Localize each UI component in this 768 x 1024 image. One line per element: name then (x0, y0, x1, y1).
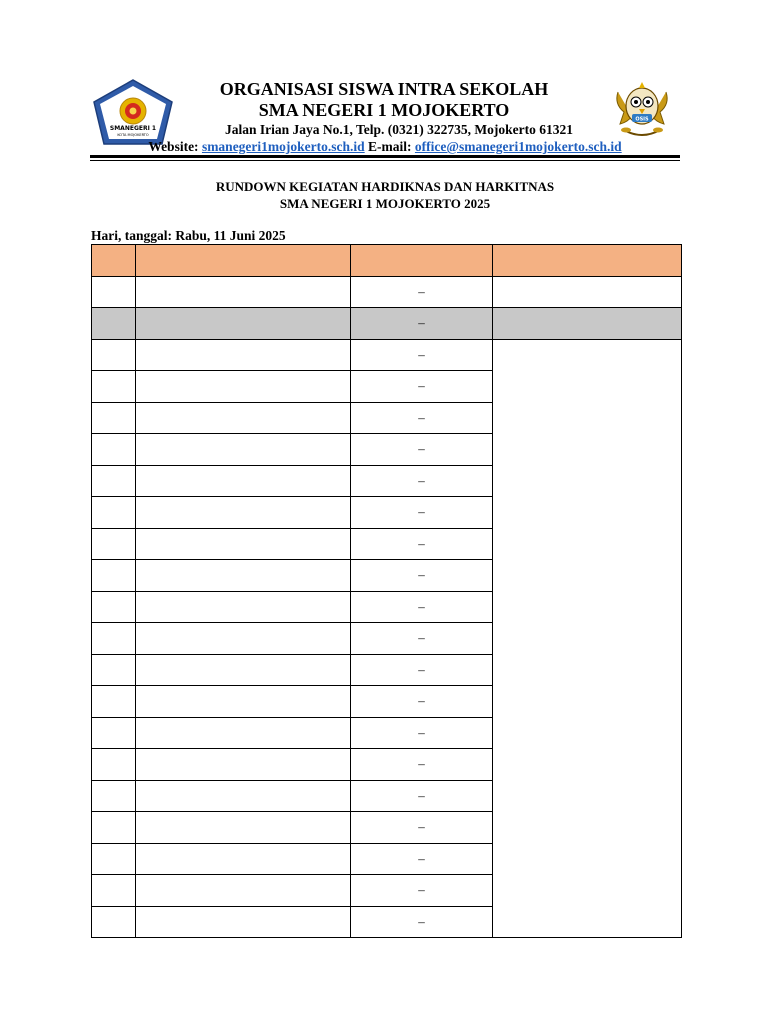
school-address: Jalan Irian Jaya No.1, Telp. (0321) 322735, Mojokerto 61321 (224, 122, 573, 137)
header-cell-activity (136, 245, 351, 277)
cell-time: – (351, 906, 493, 938)
cell-time: – (351, 623, 493, 655)
osis-logo-text: OSIS (635, 116, 649, 123)
header-cell-time (351, 245, 493, 277)
cell-activity (136, 308, 351, 340)
cell-no (92, 812, 136, 844)
cell-time: – (351, 654, 493, 686)
cell-activity (136, 560, 351, 592)
cell-no (92, 560, 136, 592)
table-header-row (92, 245, 682, 277)
school-logo-subtext: KOTA MOJOKERTO (117, 133, 149, 137)
cell-pic (493, 276, 682, 308)
cell-activity (136, 528, 351, 560)
table-row (92, 339, 682, 371)
cell-time: – (351, 560, 493, 592)
cell-activity (136, 465, 351, 497)
cell-activity (136, 654, 351, 686)
cell-activity (136, 497, 351, 529)
cell-no (92, 623, 136, 655)
letterhead-rule-thick (90, 155, 680, 158)
cell-time: – (351, 371, 493, 403)
cell-activity (136, 812, 351, 844)
cell-pic-merged (493, 339, 682, 938)
cell-activity (136, 843, 351, 875)
rundown-table (91, 244, 682, 938)
cell-no (92, 402, 136, 434)
cell-time: – (351, 875, 493, 907)
cell-no (92, 339, 136, 371)
cell-no (92, 875, 136, 907)
cell-no (92, 276, 136, 308)
header-cell-pic (493, 245, 682, 277)
cell-no (92, 591, 136, 623)
website-label: Website: (148, 139, 199, 154)
cell-time: – (351, 434, 493, 466)
table-row-break (92, 308, 682, 340)
cell-time: – (351, 843, 493, 875)
cell-time: – (351, 780, 493, 812)
cell-activity (136, 339, 351, 371)
school-name: SMA NEGERI 1 MOJOKERTO (258, 100, 510, 120)
cell-no (92, 434, 136, 466)
cell-no (92, 654, 136, 686)
cell-time: – (351, 276, 493, 308)
document-title: RUNDOWN KEGIATAN HARDIKNAS DAN HARKITNAS (215, 179, 555, 194)
cell-activity (136, 780, 351, 812)
cell-time: – (351, 812, 493, 844)
cell-no (92, 465, 136, 497)
cell-activity (136, 875, 351, 907)
cell-no (92, 843, 136, 875)
cell-activity (136, 686, 351, 718)
cell-pic (493, 308, 682, 340)
cell-activity (136, 402, 351, 434)
cell-time: – (351, 308, 493, 340)
cell-time: – (351, 717, 493, 749)
date-line: Hari, tanggal: Rabu, 11 Juni 2025 (91, 228, 286, 243)
document-subtitle: SMA NEGERI 1 MOJOKERTO 2025 (279, 196, 491, 211)
header-cell-no (92, 245, 136, 277)
letterhead-rule-thin (90, 160, 680, 161)
cell-time: – (351, 465, 493, 497)
cell-activity (136, 749, 351, 781)
cell-time: – (351, 402, 493, 434)
cell-time: – (351, 749, 493, 781)
organization-name: ORGANISASI SISWA INTRA SEKOLAH (219, 79, 549, 99)
email-label: E-mail: (368, 139, 412, 154)
cell-time: – (351, 339, 493, 371)
cell-no (92, 371, 136, 403)
cell-activity (136, 434, 351, 466)
cell-time: – (351, 591, 493, 623)
school-logo-text: SMANEGERI 1 (109, 125, 157, 132)
cell-no (92, 528, 136, 560)
cell-activity (136, 623, 351, 655)
cell-no (92, 308, 136, 340)
cell-no (92, 717, 136, 749)
cell-time: – (351, 686, 493, 718)
email-link[interactable]: office@smanegeri1mojokerto.sch.id (414, 139, 622, 154)
cell-time: – (351, 528, 493, 560)
cell-activity (136, 276, 351, 308)
cell-activity (136, 591, 351, 623)
table-row (92, 276, 682, 308)
contact-line (90, 138, 680, 155)
cell-no (92, 497, 136, 529)
website-link[interactable]: smanegeri1mojokerto.sch.id (201, 139, 365, 154)
cell-time: – (351, 497, 493, 529)
cell-activity (136, 717, 351, 749)
cell-no (92, 780, 136, 812)
cell-no (92, 906, 136, 938)
cell-no (92, 686, 136, 718)
osis-logo (612, 78, 672, 140)
cell-activity (136, 906, 351, 938)
cell-no (92, 749, 136, 781)
cell-activity (136, 371, 351, 403)
